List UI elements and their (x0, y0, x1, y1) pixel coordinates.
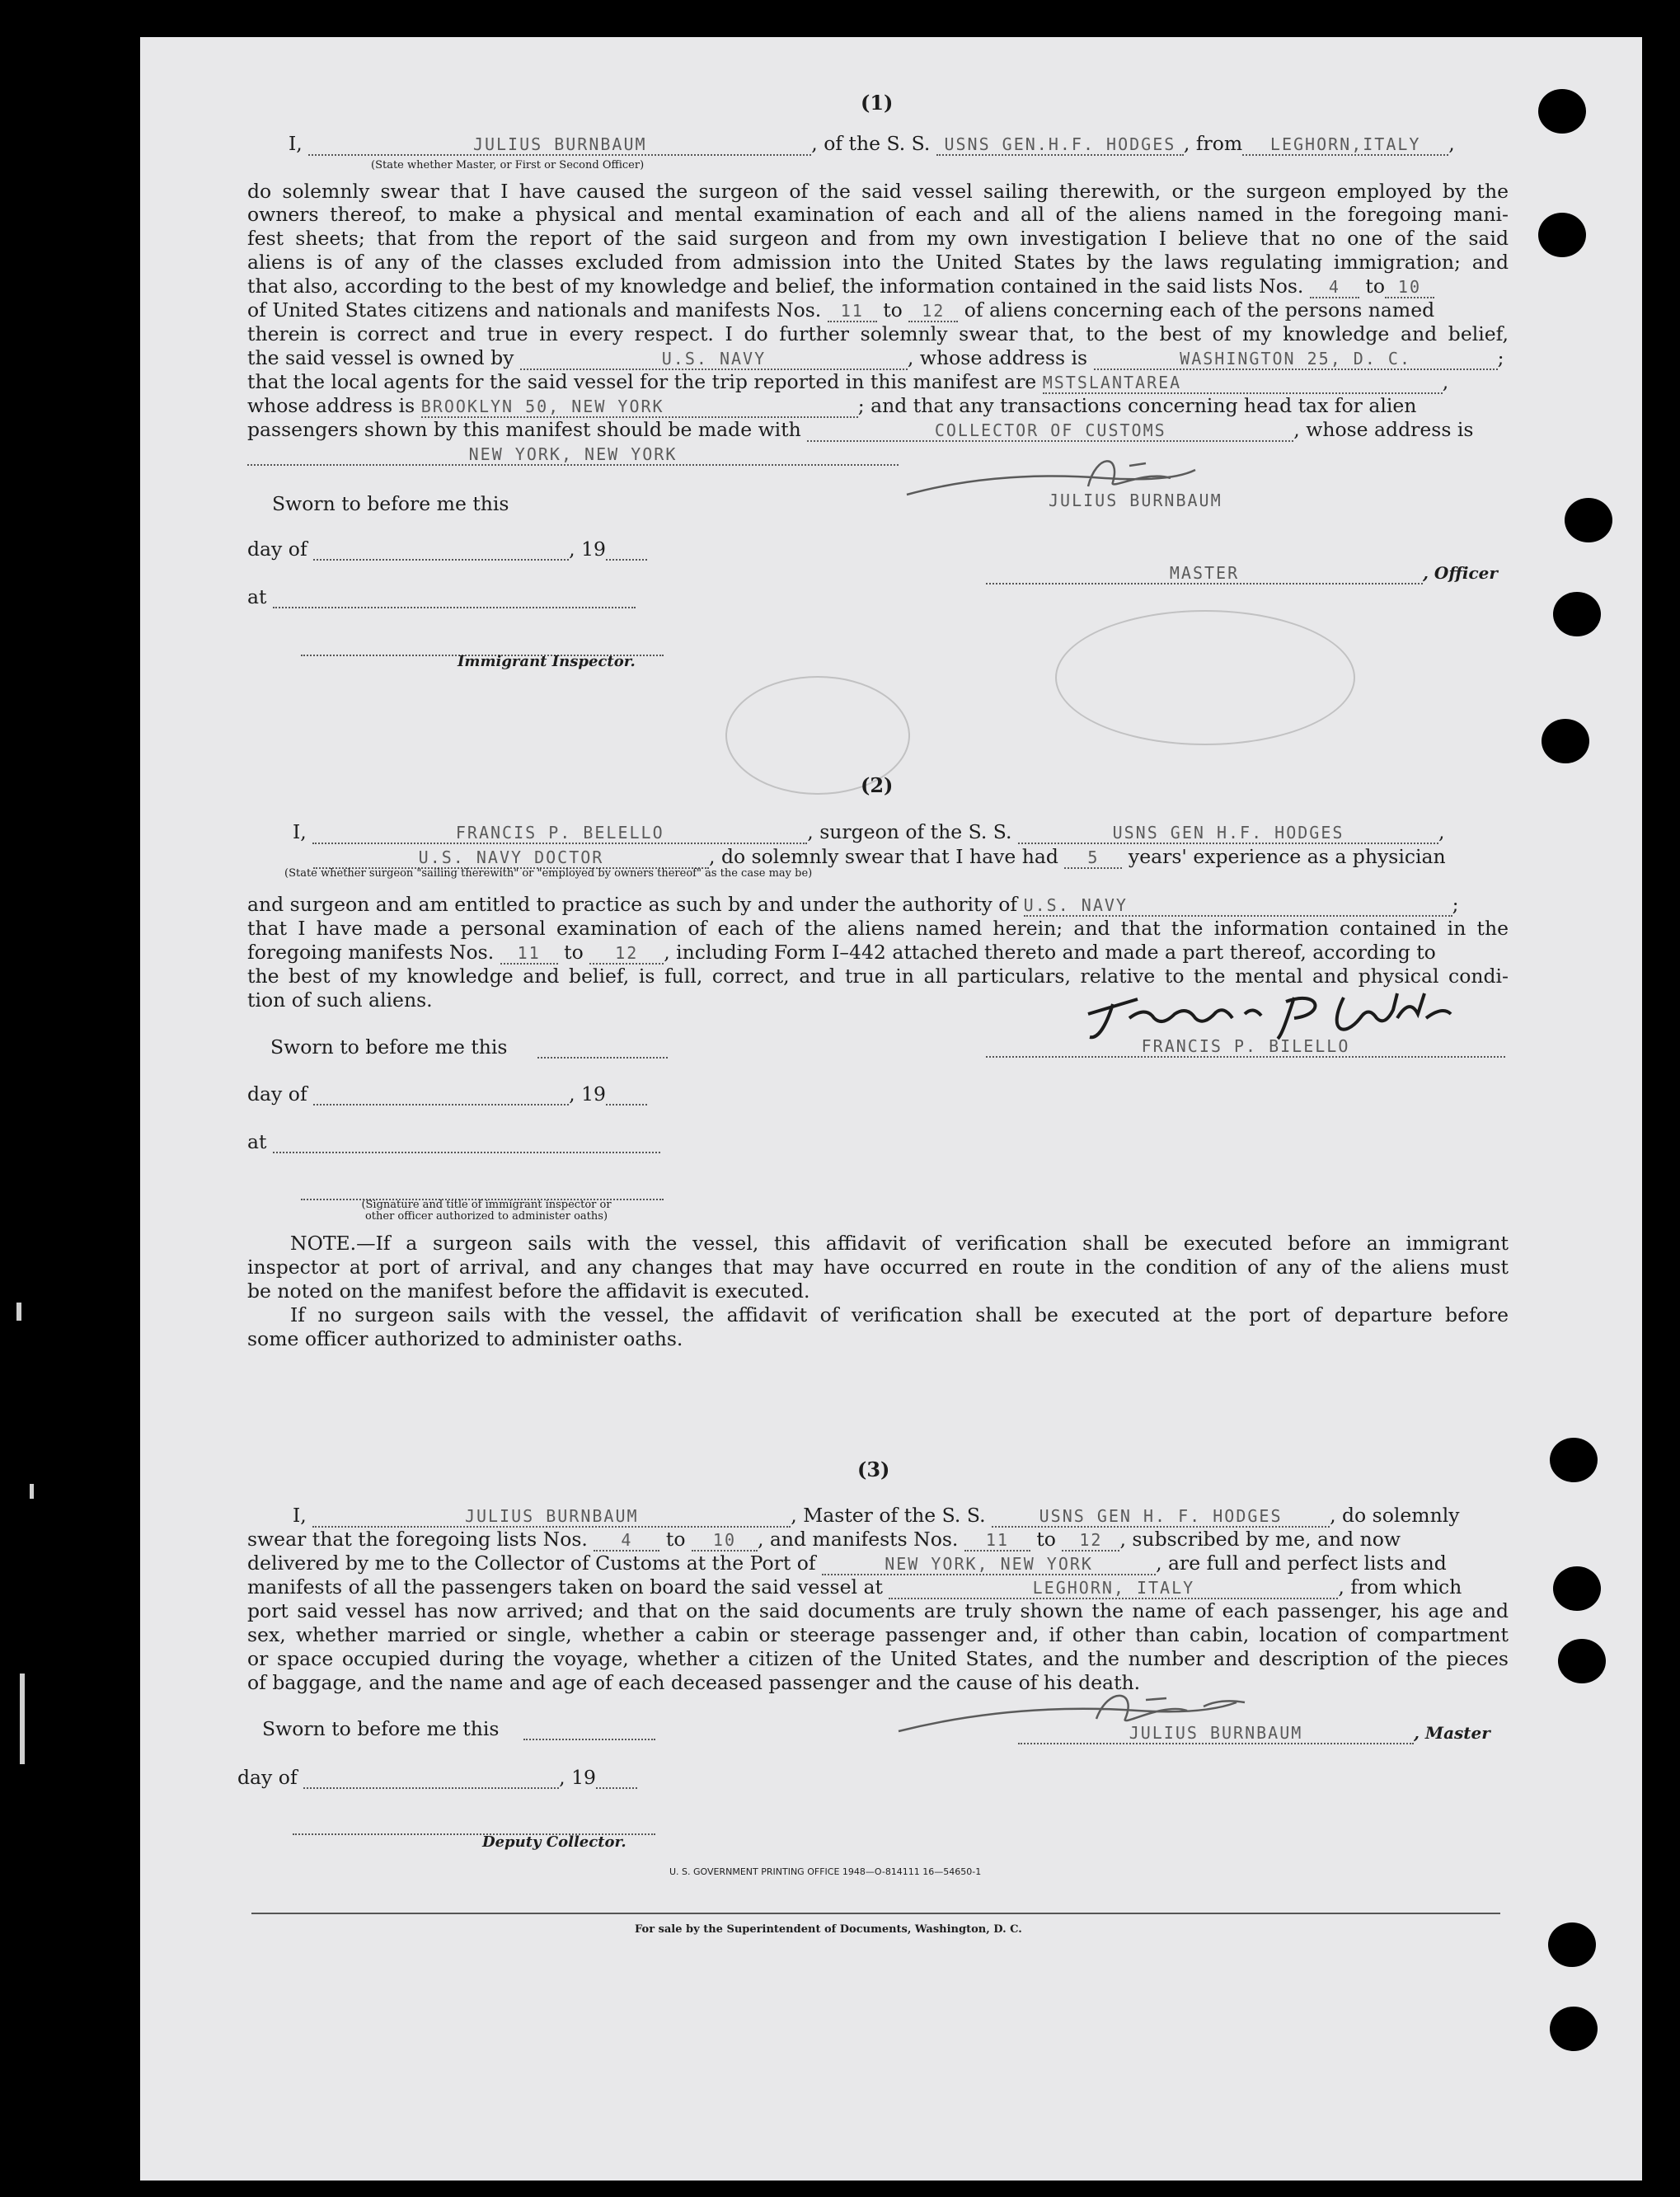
collector-address-line (247, 442, 899, 466)
punch-hole (1558, 1639, 1606, 1683)
year-field (596, 1767, 637, 1789)
footer-rule (251, 1913, 1500, 1914)
surgeon-signed-name: FRANCIS P. BILELLO (986, 1036, 1505, 1058)
punch-hole (1553, 592, 1601, 636)
punch-hole (1565, 498, 1612, 542)
sworn-label-2: Sworn to before me this (270, 1035, 508, 1059)
year-field (606, 539, 647, 561)
sworn-date-field-2 (537, 1037, 668, 1059)
agent-address-line (247, 394, 1509, 418)
at-line-1 (247, 585, 636, 608)
i-prefix: I, (289, 132, 303, 155)
manifests-from-field: 11 (500, 943, 558, 965)
sworn-label-1: Sworn to before me this (272, 492, 509, 515)
master-name-field: JULIUS BURNBAUM (312, 1506, 791, 1528)
solemnly-label: , do solemnly (1330, 1504, 1460, 1527)
vessel-field: USNS GEN H.F. HODGES (1018, 823, 1438, 844)
punch-hole (1550, 1438, 1598, 1482)
faint-stamp (1055, 610, 1355, 745)
section-3-lists-line (247, 1528, 1509, 1552)
note-line: If no surgeon sails with the vessel, the affidavit of verification shall be executed at the port of departure before (290, 1303, 1509, 1326)
surgeon-state-caption: (State whether surgeon "sailing therewith" or "employed by owners thereof" as the case may be) (284, 867, 813, 880)
to-word: to (1365, 275, 1385, 298)
collector-address-field: NEW YORK, NEW YORK (247, 444, 899, 466)
lists-to-field: 10 (692, 1530, 758, 1552)
surgeon-name-field: FRANCIS P. BELELLO (312, 823, 807, 844)
manifests-to-field: 12 (908, 301, 958, 322)
year-prefix: , 19 (559, 1766, 596, 1789)
oath-line: fest sheets; that from the report of the said surgeon and from my own investigation I believe that no one of the said (247, 227, 1509, 250)
master-signed-line (1018, 1721, 1490, 1744)
lists-from-field: 4 (594, 1530, 659, 1552)
years-field: 5 (1064, 847, 1122, 869)
oath-line: or space occupied during the voyage, whether a citizen of the United States, and the number and description of the pieces (247, 1647, 1509, 1670)
film-edge-mark (25, 1204, 35, 1228)
lists-line (247, 275, 1509, 298)
note-line: inspector at port of arrival, and any changes that may have occurred en route in the condition of any of the aliens must (247, 1256, 1509, 1279)
section-3-number: (3) (857, 1458, 890, 1481)
printing-office-line: U. S. GOVERNMENT PRINTING OFFICE 1948—O-814111 16—54650-1 (669, 1866, 982, 1877)
full-lists-label: , are full and perfect lists and (1156, 1552, 1447, 1575)
punch-hole (1542, 719, 1589, 763)
collector-field: COLLECTOR OF CUSTOMS (807, 420, 1293, 442)
agents-line: that the local agents for the said vessel for the trip reported in this manifest are MSTSLANTAREA , (247, 370, 1449, 393)
officer-line (986, 561, 1498, 584)
at-line-2 (247, 1130, 660, 1153)
manifests-from-field: 11 (828, 301, 877, 322)
from-port-field: LEGHORN,ITALY (1242, 134, 1448, 156)
section-2-header-line: I, FRANCIS P. BELELLO , surgeon of the S. S. USNS GEN H.F. HODGES , (293, 820, 1445, 843)
day-of-line-2 (247, 1082, 647, 1106)
section-2-number: (2) (861, 773, 894, 797)
year-prefix: , 19 (569, 538, 606, 561)
manifests-from-field: 11 (964, 1530, 1030, 1552)
punch-hole (1550, 2007, 1598, 2051)
punch-hole (1548, 1922, 1596, 1967)
film-edge-mark (33, 1401, 41, 1434)
for-sale-line: For sale by the Superintendent of Documents, Washington, D. C. (635, 1923, 1022, 1936)
manifests-of-label: manifests of all the passengers taken on board the said vessel at (247, 1575, 883, 1598)
master-signed-name-3: JULIUS BURNBAUM (1018, 1723, 1414, 1744)
oath-line: that also, according to the best of my knowledge and belief, the information contained in the said lists Nos. (247, 275, 1304, 298)
manifests-to-field: 12 (589, 943, 664, 965)
surgeon-status-line (313, 845, 1509, 869)
i-prefix: I, (293, 820, 307, 843)
to-word: to (883, 298, 903, 322)
day-of-label: day of (237, 1766, 298, 1789)
state-caption: (State whether Master, or First or Second Officer) (371, 159, 645, 171)
day-of-label: day of (247, 538, 307, 561)
administer-oaths-signature-field (301, 1179, 664, 1200)
agent-address-field: BROOKLYN 50, NEW YORK (421, 397, 858, 418)
i-prefix: I, (293, 1504, 307, 1527)
manifests-line (247, 298, 1509, 322)
master-of-label: , Master of the S. S. (791, 1504, 986, 1527)
vessel-field: USNS GEN.H.F. HODGES (936, 134, 1184, 156)
lists-from-field: 4 (1310, 277, 1359, 298)
day-of-field (313, 1084, 569, 1106)
owner-field: U.S. NAVY (520, 349, 908, 370)
swear-label: swear that the foregoing lists Nos. (247, 1528, 588, 1551)
sworn-label-3: Sworn to before me this (262, 1717, 500, 1740)
agent-address-label: whose address is (247, 394, 415, 417)
oath-line: the best of my knowledge and belief, is full, correct, and true in all particulars, relative to the mental and physical condi- (247, 965, 1509, 988)
vessel-field: USNS GEN H. F. HODGES (992, 1506, 1330, 1528)
manifests-label: , and manifests Nos. (757, 1528, 959, 1551)
surgeon-manifests-line (247, 941, 1509, 965)
owned-label: the said vessel is owned by (247, 346, 514, 369)
to-word: to (665, 1528, 686, 1551)
from-which-label: , from which (1338, 1575, 1462, 1598)
years-label: years' experience as a physician (1128, 845, 1446, 868)
agent-field: MSTSLANTAREA (1043, 373, 1443, 394)
day-of-field (313, 539, 569, 561)
master-label: , Master (1414, 1723, 1490, 1743)
oath-line: of baggage, and the name and age of each deceased passenger and the cause of his death. (247, 1671, 1141, 1694)
oath-line: aliens is of any of the classes excluded from admission into the United States by the laws regulating immigration; and (247, 251, 1509, 274)
delivered-line (247, 1552, 1509, 1575)
deputy-collector-label: Deputy Collector. (482, 1833, 626, 1851)
owner-address-field: WASHINGTON 25, D. C. (1094, 349, 1498, 370)
note-line: some officer authorized to administer oaths. (247, 1327, 683, 1350)
delivered-label: delivered by me to the Collector of Customs at the Port of (247, 1552, 816, 1575)
manifests-label: foregoing manifests Nos. (247, 941, 495, 964)
oath-line: owners thereof, to make a physical and mental examination of each and all of the aliens named in the foregoing mani- (247, 203, 1509, 226)
year-prefix: , 19 (569, 1082, 606, 1106)
employment-field: U.S. NAVY DOCTOR (313, 847, 709, 869)
day-of-field (303, 1767, 559, 1789)
surgeon-of-label: , surgeon of the S. S. (807, 820, 1012, 843)
note-line: be noted on the manifest before the affidavit is executed. (247, 1279, 810, 1303)
including-label: , including Form I–442 attached thereto and made a part thereof, according to (664, 941, 1436, 964)
section-1-number: (1) (861, 91, 894, 115)
day-of-line-1 (247, 538, 647, 561)
note-line: NOTE.—If a surgeon sails with the vessel, this affidavit of verification shall be executed before an immigrant (290, 1232, 1509, 1255)
oath-line: that I have made a personal examination of each of the aliens named herein; and that the information contained in the (247, 917, 1509, 940)
owner-line: the said vessel is owned by U.S. NAVY , whose address is WASHINGTON 25, D. C. ; (247, 346, 1504, 369)
film-edge-mark (20, 1674, 25, 1764)
passengers-label: passengers shown by this manifest should be made with (247, 418, 801, 441)
at-label: at (247, 585, 267, 608)
manifests-tail: of aliens concerning each of the persons named (964, 298, 1435, 322)
collector-address-label: , whose address is (1293, 418, 1474, 441)
film-edge-mark (30, 1484, 34, 1499)
day-of-label: day of (247, 1082, 307, 1106)
rank-field: MASTER (986, 563, 1423, 584)
day-of-line-3 (237, 1766, 637, 1789)
authority-line: and surgeon and am entitled to practice as such by and under the authority of U.S. NAVY ; (247, 893, 1459, 916)
authority-field: U.S. NAVY (1024, 895, 1452, 917)
section-1-header-line: I, JULIUS BURNBAUM , of the S. S. USNS GEN.H.F. HODGES , from LEGHORN,ITALY , (289, 132, 1455, 155)
sworn-date-field-3 (523, 1719, 655, 1740)
address-label: , whose address is (907, 346, 1088, 369)
boarded-line (247, 1575, 1509, 1599)
punch-hole (1553, 1566, 1601, 1611)
authority-label: and surgeon and am entitled to practice as such by and under the authority of (247, 893, 1018, 916)
subscribed-label: , subscribed by me, and now (1119, 1528, 1401, 1551)
master-signed-name-1: JULIUS BURNBAUM (1049, 491, 1222, 510)
from-label: , from (1183, 132, 1243, 155)
surgeon-signed-line (986, 1034, 1505, 1058)
punch-hole (1538, 89, 1586, 134)
oath-line: therein is correct and true in every respect. I do further solemnly swear that, to the best of my knowledge and belief, (247, 322, 1509, 345)
officer-label: , Officer (1423, 563, 1498, 583)
lists-to-field: 10 (1385, 277, 1434, 298)
oath-line: sex, whether married or single, whether a cabin or steerage passenger and, if other than cabin, location of compartment (247, 1623, 1509, 1646)
punch-hole (1538, 213, 1586, 257)
port-field: NEW YORK, NEW YORK (822, 1554, 1156, 1575)
section-3-header-line (293, 1504, 1513, 1528)
collector-line (247, 418, 1509, 442)
to-word: to (564, 941, 584, 964)
of-ss-label: , of the S. S. (811, 132, 931, 155)
oath-line: tion of such aliens. (247, 988, 433, 1012)
oath-line: port said vessel has now arrived; and that on the said documents are truly shown the name of each passenger, his age and (247, 1599, 1509, 1622)
at-field (273, 587, 636, 608)
film-edge-mark (16, 1303, 21, 1321)
agents-label: that the local agents for the said vessel for the trip reported in this manifest are (247, 370, 1037, 393)
to-word: to (1036, 1528, 1056, 1551)
oath-line: do solemnly swear that I have caused the surgeon of the said vessel sailing therewith, or the surgeon employed by the (247, 180, 1509, 203)
boarded-at-field: LEGHORN, ITALY (889, 1578, 1338, 1599)
year-field (606, 1084, 647, 1106)
at-label: at (247, 1130, 267, 1153)
master-name-field: JULIUS BURNBAUM (308, 134, 811, 156)
head-tax-label: ; and that any transactions concerning head tax for alien (857, 394, 1417, 417)
at-field (273, 1132, 660, 1153)
manifests-to-field: 12 (1062, 1530, 1119, 1552)
deputy-collector-signature-field (293, 1814, 655, 1835)
swear-label: , do solemnly swear that I have had (709, 845, 1058, 868)
manifests-label: of United States citizens and nationals and manifests Nos. (247, 298, 822, 322)
administer-oaths-caption: (Signature and title of immigrant inspector or other officer authorized to administer oaths) (361, 1199, 612, 1223)
immigrant-inspector-label: Immigrant Inspector. (458, 653, 636, 670)
